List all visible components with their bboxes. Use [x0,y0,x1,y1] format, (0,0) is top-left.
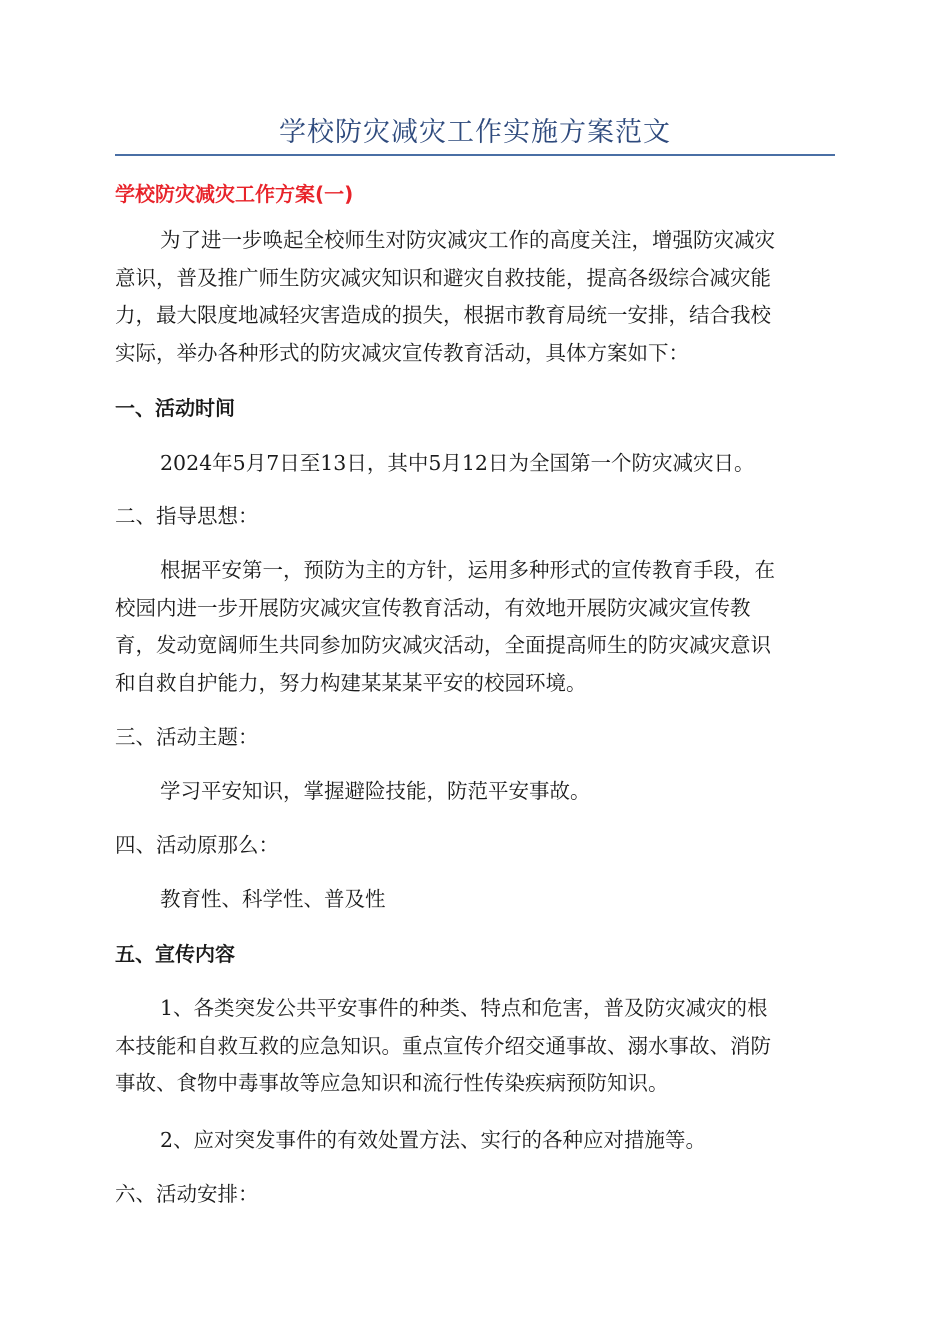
paragraph-line: 根据平安第一，预防为主的方针，运用多种形式的宣传教育手段，在 [160,558,775,582]
paragraph-publicity-2 [115,1122,835,1160]
paragraph-line: 学习平安知识，掌握避险技能，防范平安事故。 [160,779,591,803]
heading-activity-arrangement: 六、活动安排： [115,1182,259,1206]
paragraph-guiding-thought [115,552,835,702]
heading-publicity-content: 五、宣传内容 [115,942,235,966]
heading-guiding-thought: 二、指导思想： [115,504,259,528]
paragraph-activity-principle [115,881,835,919]
document-title: 学校防灾减灾工作实施方案范文 [279,117,671,148]
paragraph-line: 2024年5月7日至13日，其中5月12日为全国第一个防灾减灾日。 [160,451,755,475]
paragraph-line: 2、应对突发事件的有效处置方法、实行的各种应对措施等。 [160,1128,707,1152]
section-title: 学校防灾减灾工作方案(一) [115,182,354,206]
intro-paragraph [115,222,835,372]
paragraph-line: 1、各类突发公共平安事件的种类、特点和危害，普及防灾减灾的根 [160,996,768,1020]
heading-activity-theme: 三、活动主题： [115,725,259,749]
intro-line: 意识，普及推广师生防灾减灾知识和避灾自救技能，提高各级综合减灾能 [115,265,771,290]
paragraph-line: 育，发动宽阔师生共同参加防灾减灾活动，全面提高师生的防灾减灾意识 [115,633,771,657]
paragraph-activity-time [115,445,835,483]
paragraph-line: 事故、食物中毒事故等应急知识和流行性传染疾病预防知识。 [115,1071,669,1095]
intro-line: 力，最大限度地减轻灾害造成的损失，根据市教育局统一安排，结合我校 [115,303,771,327]
paragraph-activity-theme [115,773,835,811]
paragraph-publicity-1 [115,990,835,1103]
intro-line: 为了进一步唤起全校师生对防灾减灾工作的高度关注，增强防灾减灾 [160,228,775,252]
heading-activity-time: 一、活动时间 [115,396,235,420]
heading-activity-principle: 四、活动原那么： [115,833,279,857]
paragraph-line: 本技能和自救互救的应急知识。重点宣传介绍交通事故、溺水事故、消防 [115,1033,771,1058]
title-underline [115,154,835,156]
paragraph-line: 教育性、科学性、普及性 [160,887,386,911]
paragraph-line: 和自救自护能力，努力构建某某某平安的校园环境。 [115,670,587,695]
paragraph-line: 校园内进一步开展防灾减灾宣传教育活动，有效地开展防灾减灾宣传教 [115,595,751,620]
intro-line: 实际，举办各种形式的防灾减灾宣传教育活动，具体方案如下： [115,340,689,365]
